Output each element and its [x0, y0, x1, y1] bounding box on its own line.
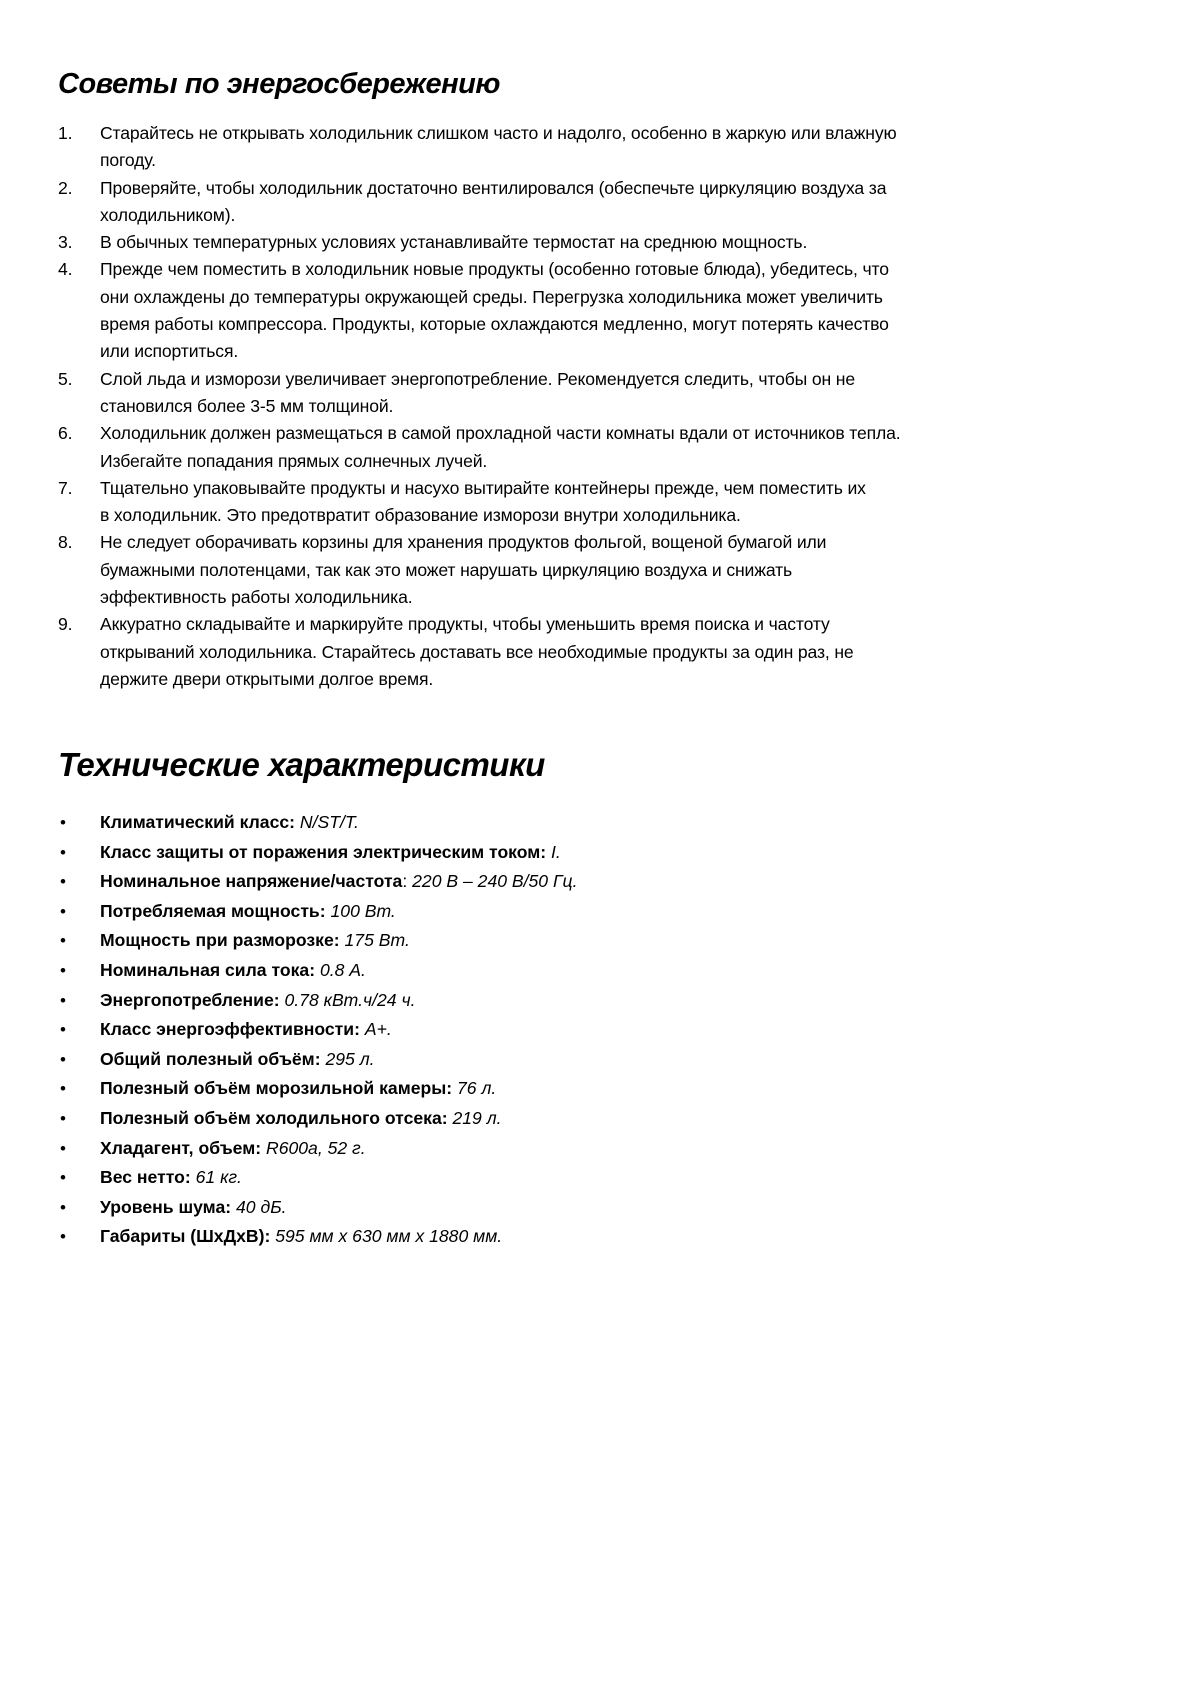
spec-value: 100 Вт.	[325, 900, 396, 921]
tip-item	[58, 475, 1148, 530]
spec-item	[58, 867, 578, 897]
tip-text-line: Холодильник должен размещаться в самой прохладной части комнаты вдали от источников тепла.	[100, 423, 901, 444]
tip-text-line: время работы компрессора. Продукты, которые охлаждаются медленно, могут потерять качество	[100, 314, 889, 335]
tip-number: 3.	[58, 232, 73, 253]
bullet-icon: •	[60, 813, 66, 832]
specs-heading: Технические характеристики	[58, 746, 545, 783]
spec-item	[58, 1222, 578, 1252]
spec-label: Мощность при разморозке:	[100, 930, 340, 951]
spec-item	[58, 1163, 578, 1193]
specs-list	[58, 808, 578, 1252]
tip-text-line: Тщательно упаковывайте продукты и насухо вытирайте контейнеры прежде, чем поместить их	[100, 477, 866, 498]
spec-value: 295 л.	[320, 1048, 375, 1069]
spec-value: 595 мм х 630 мм х 1880 мм.	[270, 1226, 503, 1247]
bullet-icon: •	[60, 1227, 66, 1247]
tip-text-line: бумажными полотенцами, так как это может нарушать циркуляцию воздуха и снижать	[100, 559, 793, 580]
spec-item	[58, 926, 578, 956]
tip-text-line: Избегайте попадания прямых солнечных лучей.	[100, 450, 488, 471]
spec-label: Уровень шума:	[100, 1196, 232, 1217]
tip-text-line: погоду.	[100, 150, 156, 171]
spec-value: 175 Вт.	[339, 930, 410, 951]
spec-item	[58, 1104, 578, 1134]
bullet-icon: •	[60, 842, 66, 862]
tip-item	[58, 529, 1148, 611]
bullet-icon: •	[60, 1108, 66, 1128]
tip-text-line: В обычных температурных условиях устанавливайте термостат на среднюю мощность.	[100, 232, 808, 253]
tip-text-line: Прежде чем поместить в холодильник новые продукты (особенно готовые блюда), убедитесь, что	[100, 259, 889, 280]
spec-value: 0.78 кВт.ч/24 ч.	[279, 989, 416, 1010]
spec-separator: :	[402, 871, 408, 892]
spec-item	[58, 838, 578, 868]
spec-label: Габариты (ШхДхВ):	[100, 1226, 271, 1247]
bullet-icon: •	[60, 1079, 66, 1099]
spec-value: 0.8 А.	[315, 959, 366, 980]
tip-item	[58, 229, 1148, 256]
spec-item	[58, 1045, 578, 1075]
spec-label: Потребляемая мощность:	[100, 900, 326, 921]
bullet-icon: •	[60, 960, 66, 980]
spec-item	[58, 897, 578, 927]
tip-item	[58, 175, 1148, 230]
tip-text-line: в холодильник. Это предотвратит образование изморози внутри холодильника.	[100, 505, 741, 526]
tip-number: 7.	[58, 477, 73, 498]
tip-text-line: холодильником).	[100, 204, 236, 225]
tip-text-line: Старайтесь не открывать холодильник слишком часто и надолго, особенно в жаркую или влажную	[100, 123, 897, 143]
spec-label: Общий полезный объём:	[100, 1048, 321, 1069]
spec-label: Полезный объём морозильной камеры:	[100, 1078, 453, 1099]
tip-item	[58, 120, 1148, 175]
tip-item	[58, 256, 1148, 365]
spec-value: А+.	[359, 1019, 392, 1040]
tips-heading: Советы по энергосбережению	[58, 68, 500, 100]
spec-value: 61 кг.	[190, 1167, 242, 1188]
bullet-icon: •	[60, 1138, 66, 1158]
spec-item	[58, 808, 578, 838]
tip-item	[58, 611, 1148, 693]
bullet-icon: •	[60, 1020, 66, 1040]
spec-label: Вес нетто:	[100, 1167, 191, 1188]
spec-item	[58, 986, 578, 1016]
bullet-icon: •	[60, 1049, 66, 1069]
tip-text-line: держите двери открытыми долгое время.	[100, 668, 434, 689]
bullet-icon: •	[60, 931, 66, 951]
tip-number: 8.	[58, 532, 73, 553]
tip-number: 5.	[58, 368, 73, 389]
tip-text-line: они охлаждены до температуры окружающей среды. Перегрузка холодильника может увеличить	[100, 286, 883, 307]
spec-label: Класс энергоэффективности:	[100, 1019, 360, 1040]
tip-text-line: эффективность работы холодильника.	[100, 587, 413, 608]
spec-value: I.	[546, 841, 561, 862]
tip-number: 1.	[58, 123, 73, 143]
bullet-icon: •	[60, 872, 66, 892]
spec-item	[58, 1193, 578, 1223]
tip-number: 9.	[58, 614, 73, 635]
bullet-icon: •	[60, 990, 66, 1010]
tip-number: 4.	[58, 259, 73, 280]
tip-text-line: Проверяйте, чтобы холодильник достаточно вентилировался (обеспечьте циркуляцию воздуха за	[100, 177, 887, 198]
spec-item	[58, 956, 578, 986]
spec-value: R600a, 52 г.	[261, 1137, 366, 1158]
spec-item	[58, 1134, 578, 1164]
tip-item	[58, 420, 1148, 475]
spec-label: Номинальное напряжение/частота	[100, 871, 403, 892]
spec-label: Номинальная сила тока:	[100, 959, 316, 980]
spec-label: Класс защиты от поражения электрическим током:	[100, 841, 547, 862]
spec-value: 40 дБ.	[231, 1196, 287, 1217]
tips-list	[58, 120, 1148, 693]
spec-label: Энергопотребление:	[100, 989, 280, 1010]
tip-text-line: открываний холодильника. Старайтесь доставать все необходимые продукты за один раз, не	[100, 641, 854, 662]
tip-text-line: становился более 3-5 мм толщиной.	[100, 395, 394, 416]
spec-item	[58, 1015, 578, 1045]
bullet-icon: •	[60, 901, 66, 921]
tip-number: 2.	[58, 177, 73, 198]
tip-text-line: Аккуратно складывайте и маркируйте продукты, чтобы уменьшить время поиска и частоту	[100, 614, 830, 635]
tip-text-line: или испортиться.	[100, 341, 239, 362]
spec-value: 219 л.	[447, 1107, 502, 1128]
bullet-icon: •	[60, 1197, 66, 1217]
spec-label: Хладагент, объем:	[100, 1137, 262, 1158]
tip-number: 6.	[58, 423, 73, 444]
tip-text-line: Не следует оборачивать корзины для хранения продуктов фольгой, вощеной бумагой или	[100, 532, 827, 553]
spec-value: 76 л.	[452, 1078, 497, 1099]
spec-value: 220 В – 240 В/50 Гц.	[407, 871, 578, 892]
tip-text-line: Слой льда и изморози увеличивает энергопотребление. Рекомендуется следить, чтобы он не	[100, 368, 856, 389]
spec-value: N/ST/T.	[295, 812, 359, 832]
tip-item	[58, 366, 1148, 421]
spec-label: Полезный объём холодильного отсека:	[100, 1107, 448, 1128]
bullet-icon: •	[60, 1168, 66, 1188]
spec-label: Климатический класс:	[100, 812, 296, 832]
spec-item	[58, 1074, 578, 1104]
